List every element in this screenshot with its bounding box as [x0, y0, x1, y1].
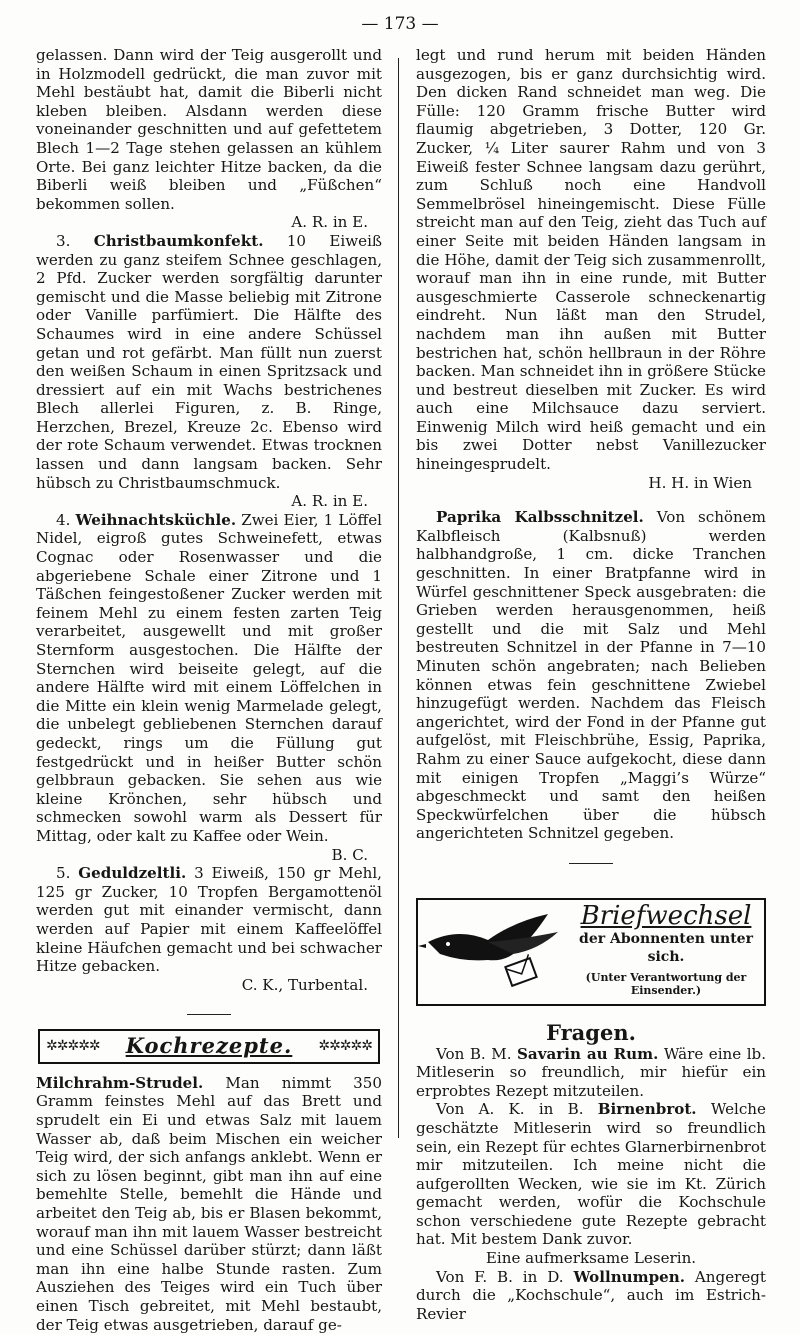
question-2-title: Birnenbrot.	[597, 1100, 697, 1119]
recipe-5	[36, 864, 382, 976]
recipe-3-number: 3.	[56, 231, 71, 250]
briefwechsel-box	[416, 898, 766, 1006]
paprika-text: Von schönem Kalbfleisch (Kalbsnuß) werden halbhandgroße, 1 cm. dicke Tranchen geschnitten. In einer Bratpfanne wird in Würfel geschnittener Speck ausgebraten: die Grieben werden herausgenommen, heiß gestellt und die mit Salz und Mehl bestreuten Schnitzel in der Pfanne in 7—10 Minuten schön angebraten; nach Belieben können etwas fein geschnittene Zwiebel hinzugefügt werden. Nachdem das Fleisch angerichtet, wird der Fond in der Pfanne gut aufgelöst, mit Fleischbrühe, Essig, Paprika, Rahm zu einer Sauce aufgekocht, diese dann mit einigen Tropfen „Maggi’s Würze“ abgeschmeckt und samt den heißen Speckwürfelchen über die hübsch angerichteten Schnitzel gegeben.	[416, 508, 766, 843]
briefwechsel-title: Briefwechsel	[580, 901, 752, 932]
question-3-from: Von F. B. in D.	[436, 1267, 564, 1286]
recipe-5-number: 5.	[56, 864, 71, 883]
briefwechsel-note: (Unter Verantwortung der Einsender.)	[585, 970, 747, 997]
strudel-signature: H. H. in Wien	[648, 473, 752, 492]
ornament-right: ✲✲✲✲✲	[318, 1038, 372, 1055]
strudel-recipe	[36, 1074, 382, 1334]
recipe-2-continuation: gelassen. Dann wird der Teig ausgerollt und in Holzmodell gedrückt, die man zuvor mit Mehl bestäubt hat, damit die Biberli nicht kleben bleiben. Alsdann werden diese voneinander geschnitten und auf gefettetem Blech 1—2 Tage stehen gelassen an kühlem Orte. Bei ganz leichter Hitze backen, da die Biberli weiß bleiben und „Füßchen“ bekommen sollen.	[36, 46, 382, 213]
recipe-3-text: 10 Eiweiß werden zu ganz steifem Schnee geschlagen, 2 Pfd. Zucker werden sorgfältig darunter gemischt und die Masse beliebig mit Zitrone oder Vanille parfümiert. Die Hälfte des Schaumes wird in eine andere Schüssel getan und rot gefärbt. Man füllt nun zuerst den weißen Schaum in einen Spritzsack und dressiert auf ein mit Wachs bestrichenes Blech allerlei Figuren, z. B. Ringe, Herzchen, Brezel, Kreuze 2c. Ebenso wird der rote Schaum verwendet. Etwas trocknen lassen und dann langsam backen. Sehr hübsch zu Christbaumschmuck.	[36, 231, 382, 492]
question-1	[416, 1045, 766, 1101]
question-3-title: Wollnumpen.	[573, 1267, 686, 1286]
bird-with-letter-icon	[418, 902, 568, 1002]
recipe-5-text: 3 Eiweiß, 150 gr Mehl, 125 gr Zucker, 10 Tropfen Bergamottenöl werden gut mit einander vermischt, dann werden auf Papier mit einem Kaffeelöffel kleine Häufchen gemacht und bei schwacher Hitze gebacken.	[36, 864, 382, 976]
section-rule-right	[569, 863, 613, 864]
recipe-2-signature: A. R. in E.	[291, 213, 368, 232]
left-column	[36, 46, 382, 1334]
recipe-4-number: 4.	[56, 510, 71, 529]
question-2-signature: Eine aufmerksame Leserin.	[485, 1249, 697, 1268]
question-2-text: Welche geschätzte Mitleserin wird so freundlich sein, ein Rezept für echtes Glarnerbirnenbrot mir mitzuteilen. Ich meine nicht die aufgerollten Wecken, wie sie im Kt. Zürich gemacht werden, wofür die Kochschule schon verschiedene gute Rezepte gebracht hat. Mit bestem Dank zuvor.	[416, 1100, 766, 1249]
recipe-3-title: Christbaumkonfekt.	[93, 231, 264, 250]
column-divider	[398, 58, 399, 1138]
question-1-from: Von B. M.	[436, 1044, 512, 1063]
section-header-box	[38, 1029, 380, 1064]
briefwechsel-subtitle: der Abonnenten unter sich.	[579, 930, 753, 966]
section-title: Kochrezepte.	[125, 1033, 293, 1059]
strudel-text: Man nimmt 350 Gramm feinstes Mehl auf das Brett und sprudelt ein Ei und etwas Salz mit lauem Wasser ab, daß beim Mischen ein weicher Teig wird, der sich anfangs anklebt. Wenn er sich zu lösen beginnt, gibt man ihn auf eine bemehlte Stelle, bemehlt die Hände und arbeitet den Teig ab, bis er Blasen bekommt, worauf man ihn mit lauem Wasser bestreicht und eine Schüssel darüber stürzt; dann läßt man ihn eine halbe Stunde rasten. Zum Ausziehen des Teiges wird ein Tuch über einen Tisch gebreitet, mit Mehl bestaubt, der Teig etwas ausgetrieben, darauf ge-	[36, 1073, 382, 1334]
briefwechsel-heading	[568, 901, 764, 997]
strudel-title: Milchrahm-Strudel.	[36, 1073, 204, 1092]
right-column	[416, 46, 766, 1323]
recipe-4-signature: B. C.	[331, 845, 368, 864]
paprika-recipe	[416, 508, 766, 843]
recipe-5-title: Geduldzeltli.	[78, 864, 187, 883]
page-number: — 173 —	[361, 14, 439, 34]
question-2-from: Von A. K. in B.	[436, 1100, 584, 1119]
question-2	[416, 1100, 766, 1249]
section-rule	[187, 1014, 231, 1015]
question-1-title: Savarin au Rum.	[517, 1044, 659, 1063]
strudel-continuation: legt und rund herum mit beiden Händen ausgezogen, bis er ganz durchsichtig wird. Den dicken Rand schneidet man weg. Die Fülle: 120 Gramm frische Butter wird flaumig abgetrieben, 3 Dotter, 120 Gr. Zucker, ¼ Liter saurer Rahm und von 3 Eiweiß fester Schnee langsam dazu gerührt, zum Schluß noch eine Handvoll Semmelbrösel hineingemischt. Diese Fülle streicht man auf den Teig, zieht das Tuch auf einer Seite mit beiden Händen langsam in die Höhe, damit der Teig sich zusammenrollt, worauf man ihn in eine runde, mit Butter ausgeschmierte Casserole schneckenartig eindreht. Nun läßt man den Strudel, nachdem man ihn außen mit Butter bestrichen hat, schön hellbraun in der Röhre backen. Man schneidet ihn in größere Stücke und bestreut dieselben mit Zucker. Es wird auch eine Milchsauce dazu serviert. Einwenig Milch wird heiß gemacht und ein bis zwei Dotter nebst Vanillezucker hineingesprudelt.	[416, 46, 766, 474]
recipe-4	[36, 511, 382, 846]
recipe-5-signature: C. K., Turbental.	[241, 975, 368, 994]
question-3	[416, 1268, 766, 1324]
recipe-4-title: Weihnachtsküchle.	[75, 510, 237, 529]
ornament-left: ✲✲✲✲✲	[46, 1038, 100, 1055]
recipe-3	[36, 232, 382, 492]
recipe-4-text: Zwei Eier, 1 Löffel Nidel, eigroß gutes Schweinefett, etwas Cognac oder Rosenwasser und die abgeriebene Schale einer Zitrone und 1 Täßchen feingestoßener Zucker werden mit feinem Mehl zu einem festen zarten Teig verarbeitet, ausgewellt und mit großer Sternform ausgestochen. Die Hälfte der Sternchen wird beiseite gelegt, auf die andere Hälfte wird mit einem Löffelchen in die Mitte ein klein wenig Marmelade gelegt, die unbelegt gebliebenen Sternchen darauf gedeckt, rings um die Füllung gut festgedrückt und in heißer Butter schön gelbbraun gebacken. Sie sehen aus wie kleine Krönchen, sehr hübsch und schmecken sowohl warm als Dessert für Mittag, oder kalt zu Kaffee oder Wein.	[36, 510, 382, 845]
questions-heading: Fragen.	[546, 1019, 636, 1045]
paprika-title: Paprika Kalbsschnitzel.	[436, 508, 644, 527]
recipe-3-signature: A. R. in E.	[291, 492, 368, 511]
question-3-text: Angeregt durch die „Kochschule“, auch im Estrich-Revier	[416, 1267, 766, 1323]
question-1-text: Wäre eine lb. Mitleserin so freundlich, mir hiefür ein erprobtes Rezept mitzuteilen.	[416, 1044, 766, 1100]
